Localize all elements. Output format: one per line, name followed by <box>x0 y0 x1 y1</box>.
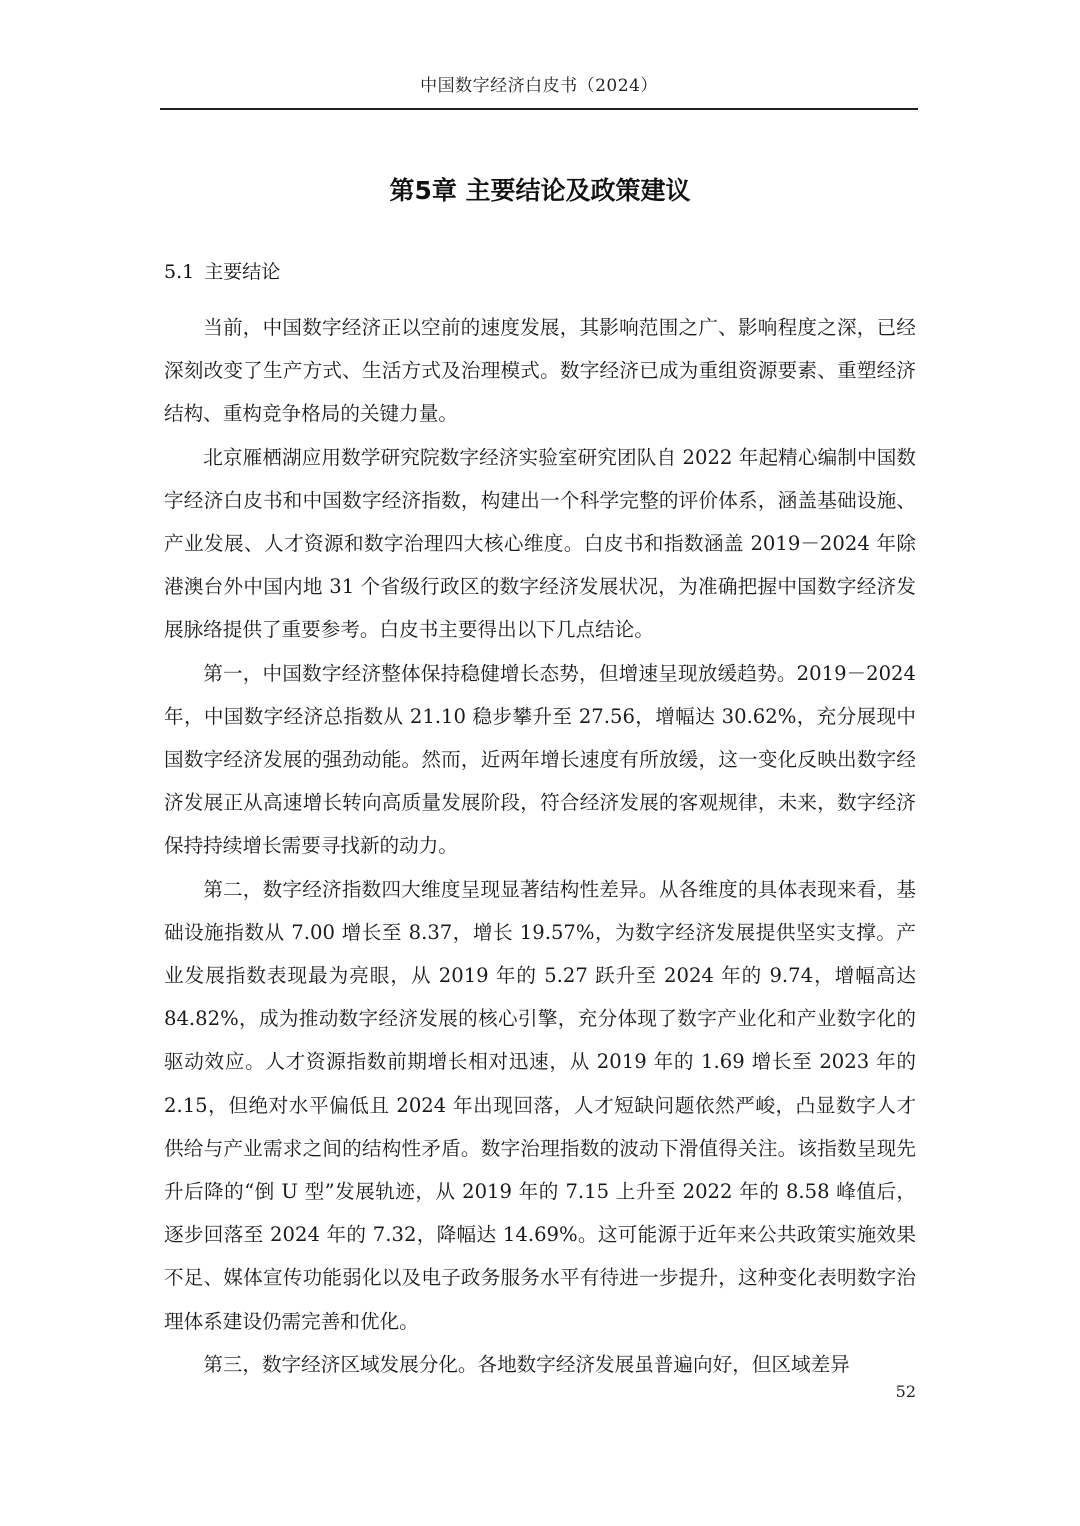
section-title-text: 主要结论 <box>204 261 281 283</box>
paragraph-conclusion-1: 第一，中国数字经济整体保持稳健增长态势，但增速呈现放缓趋势。2019－2024 年，中国数字经济总指数从 21.10 稳步攀升至 27.56，增幅达 30.62%，充分展现中国数字经济发展的强劲动能。然而，近两年增长速度有所放缓，这一变化反映出数字经济发展正从高速增长转向高质量发展阶段，符合经济发展的客观规律，未来，数字经济保持持续增长需要寻找新的动力。 <box>164 661 916 858</box>
header-rule <box>160 108 918 110</box>
chapter-title: 第5章 主要结论及政策建议 <box>389 176 691 205</box>
paragraph-conclusion-3: 第三，数字经济区域发展分化。各地数字经济发展虽普遍向好，但区域差异 <box>203 1352 850 1376</box>
paragraph-background: 北京雁栖湖应用数学研究院数字经济实验室研究团队自 2022 年起精心编制中国数字经济白皮书和中国数字经济指数，构建出一个科学完整的评价体系，涵盖基础设施、产业发展、人才资源和数字治理四大核心维度。白皮书和指数涵盖 2019－2024 年除港澳台外中国内地 31 个省级行政区的数字经济发展状况，为准确把握中国数字经济发展脉络提供了重要参考。白皮书主要得出以下几点结论。 <box>164 445 916 642</box>
paragraph-conclusion-2: 第二，数字经济指数四大维度呈现显著结构性差异。从各维度的具体表现来看，基础设施指数从 7.00 增长至 8.37，增长 19.57%，为数字经济发展提供坚实支撑。产业发展指数表现最为亮眼，从 2019 年的 5.27 跃升至 2024 年的 9.74，增幅高达 84.82%，成为推动数字经济发展的核心引擎，充分体现了数字产业化和产业数字化的驱动效应。人才资源指数前期增长相对迅速，从 2019 年的 1.69 增长至 2023 年的 2.15，但绝对水平偏低且 2024 年出现回落，人才短缺问题依然严峻，凸显数字人才供给与产业需求之间的结构性矛盾。数字治理指数的波动下滑值得关注。该指数呈现先升后降的“倒 U 型”发展轨迹，从 2019 年的 7.15 上升至 2022 年的 8.58 峰值后，逐步回落至 2024 年的 7.32，降幅达 14.69%。这可能源于近年来公共政策实施效果不足、媒体宣传功能弱化以及电子政务服务水平有待进一步提升，这种变化表明数字治理体系建设仍需完善和优化。 <box>164 877 916 1333</box>
body-text <box>164 306 916 1386</box>
page-number: 52 <box>895 1382 916 1401</box>
section-number: 5.1 <box>164 261 195 283</box>
section-heading <box>164 258 280 286</box>
paragraph-intro: 当前，中国数字经济正以空前的速度发展，其影响范围之广、影响程度之深，已经深刻改变了生产方式、生活方式及治理模式。数字经济已成为重组资源要素、重塑经济结构、重构竞争格局的关键力量。 <box>164 316 916 426</box>
running-header: 中国数字经济白皮书（2024） <box>420 76 658 96</box>
